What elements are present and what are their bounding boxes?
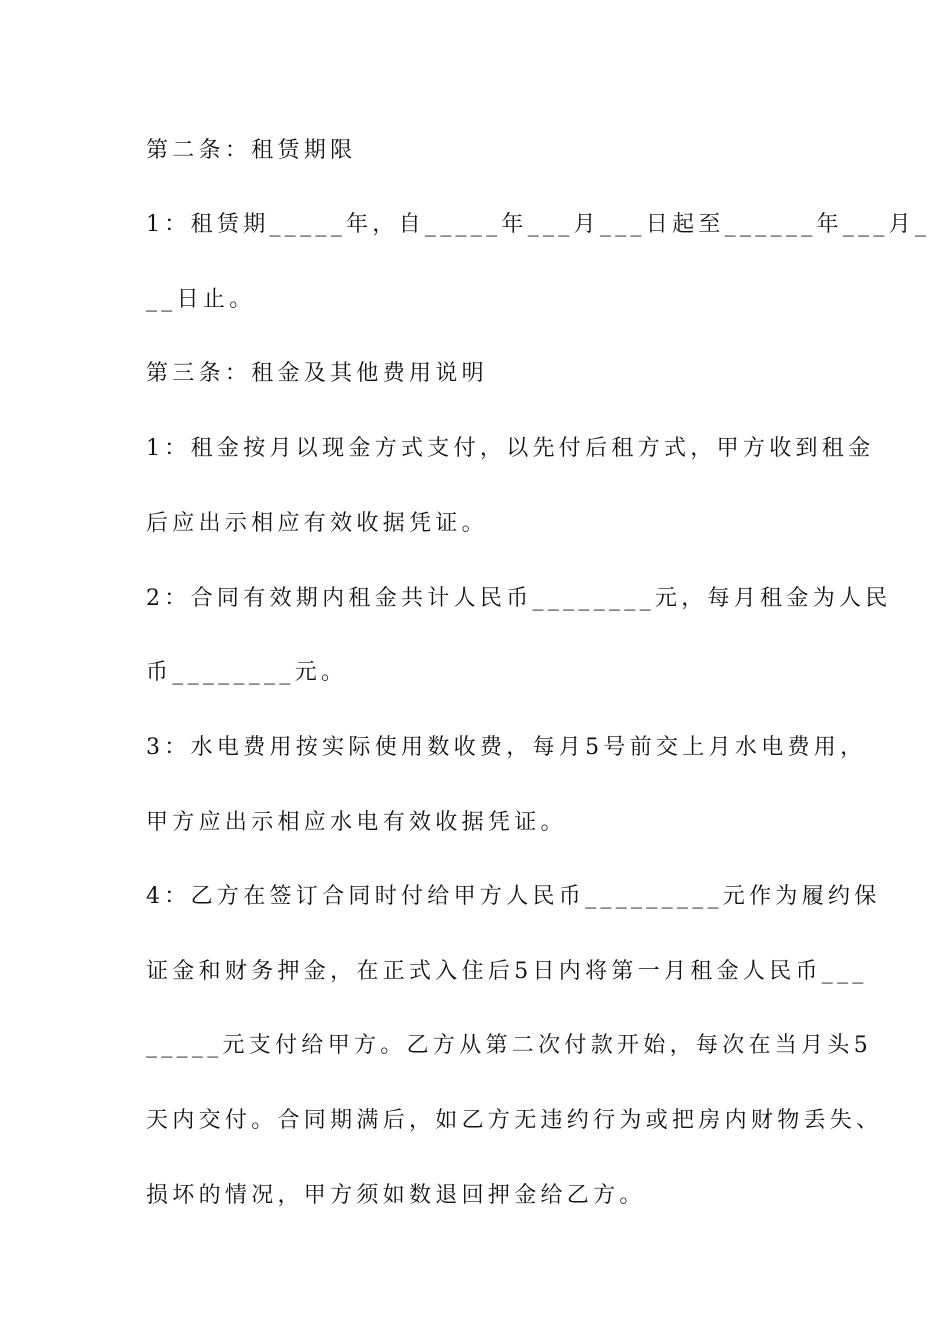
paragraph-line: 天内交付。合同期满后，如乙方无违约行为或把房内财物丢失、 <box>146 1108 883 1133</box>
paragraph-line: 后应出示相应有效收据凭证。 <box>146 511 488 536</box>
heading-article-2: 第二条：租赁期限 <box>146 138 357 163</box>
paragraph-line: _____元支付给甲方。乙方从第二次付款开始，每次在当月头5 <box>146 1033 872 1058</box>
heading-article-3: 第三条：租金及其他费用说明 <box>146 361 488 386</box>
paragraph-line: 甲方应出示相应水电有效收据凭证。 <box>146 810 567 835</box>
paragraph-line: 3：水电费用按实际使用数收费，每月5号前交上月水电费用， <box>146 735 867 760</box>
paragraph-line: 4：乙方在签订合同时付给甲方人民币_________元作为履约保 <box>146 884 881 909</box>
paragraph-line: 1：租金按月以现金方式支付，以先付后租方式，甲方收到租金 <box>146 436 875 461</box>
paragraph-line: 损坏的情况，甲方须如数退回押金给乙方。 <box>146 1183 646 1208</box>
paragraph-line: 币________元。 <box>146 660 348 685</box>
paragraph-line: 证金和财务押金，在正式入住后5日内将第一月租金人民币___ <box>146 959 868 984</box>
paragraph-line: __日止。 <box>146 287 256 312</box>
paragraph-line: 1：租赁期_____年，自_____年___月___日起至______年___月_ <box>146 212 931 237</box>
paragraph-line: 2：合同有效期内租金共计人民币________元，每月租金为人民 <box>146 586 892 611</box>
